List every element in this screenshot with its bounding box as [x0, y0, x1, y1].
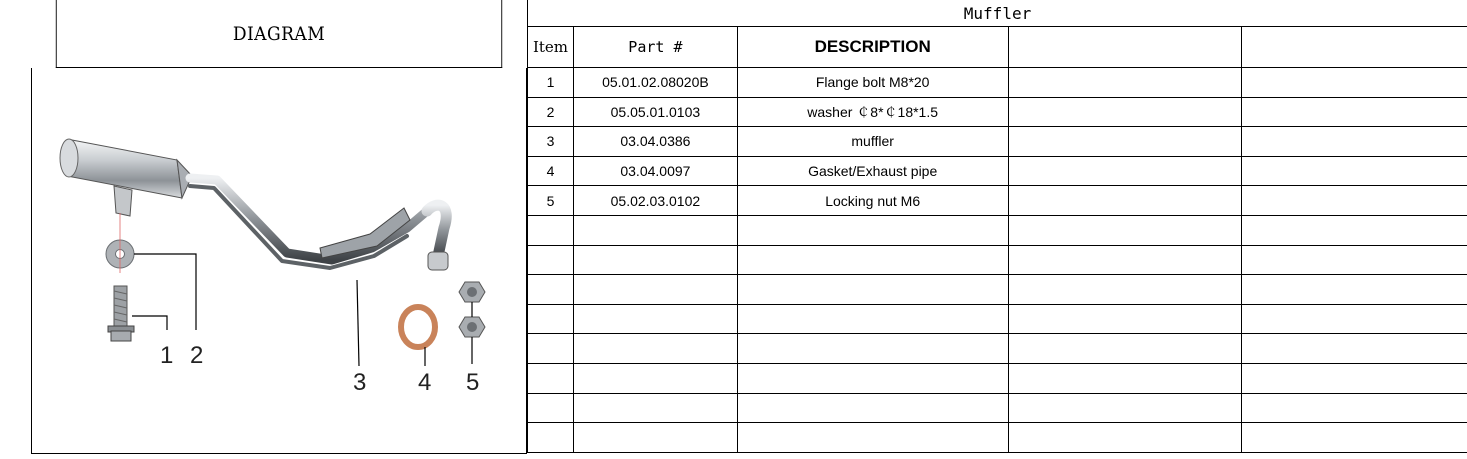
muffler-diagram-illustration: [32, 68, 526, 453]
blank-cell: [737, 393, 1008, 423]
blank-cell: [1241, 363, 1467, 393]
blank-cell: [1008, 304, 1241, 334]
blank-cell: [1008, 363, 1241, 393]
blank-cell: [528, 245, 574, 275]
part-number-cell: 05.02.03.0102: [573, 186, 737, 216]
blank-cell: [1008, 186, 1241, 216]
part-number-cell: 03.04.0386: [573, 127, 737, 157]
blank-cell: [1008, 156, 1241, 186]
flange-bolt-part: [108, 286, 134, 341]
blank-cell: [1241, 393, 1467, 423]
blank-cell: [1241, 245, 1467, 275]
table-title: Muffler: [528, 0, 1467, 27]
blank-cell: [1241, 186, 1467, 216]
blank-cell: [1241, 156, 1467, 186]
column-header-part: Part #: [573, 27, 737, 68]
blank-cell: [573, 363, 737, 393]
empty-table-row: [528, 304, 1467, 334]
blank-cell: [1008, 68, 1241, 98]
empty-table-row: [528, 363, 1467, 393]
description-cell: Flange bolt M8*20: [737, 68, 1008, 98]
column-header-item: Item: [528, 27, 574, 68]
blank-cell: [737, 363, 1008, 393]
blank-cell: [1008, 275, 1241, 305]
empty-table-row: [528, 423, 1467, 453]
callout-2: 2: [190, 342, 204, 369]
item-cell: 4: [528, 156, 574, 186]
table-row: [528, 97, 1467, 127]
empty-table-row: [528, 215, 1467, 245]
blank-cell: [737, 245, 1008, 275]
column-header-blank: [1008, 27, 1241, 68]
table-row: [528, 127, 1467, 157]
blank-cell: [1241, 423, 1467, 453]
table-row: [528, 68, 1467, 98]
blank-cell: [573, 423, 737, 453]
blank-cell: [1008, 97, 1241, 127]
blank-cell: [1241, 127, 1467, 157]
table-row: [528, 186, 1467, 216]
blank-cell: [1008, 215, 1241, 245]
blank-cell: [528, 363, 574, 393]
blank-cell: [1241, 275, 1467, 305]
blank-cell: [1241, 304, 1467, 334]
column-header-description: DESCRIPTION: [737, 27, 1008, 68]
item-cell: 2: [528, 97, 574, 127]
blank-cell: [528, 334, 574, 364]
part-number-cell: 05.05.01.0103: [573, 97, 737, 127]
description-cell: muffler: [737, 127, 1008, 157]
blank-cell: [528, 304, 574, 334]
blank-cell: [1008, 423, 1241, 453]
blank-cell: [737, 215, 1008, 245]
blank-cell: [1008, 245, 1241, 275]
blank-cell: [1241, 97, 1467, 127]
callout-3: 3: [353, 369, 367, 396]
callout-4: 4: [418, 369, 432, 396]
blank-cell: [1241, 215, 1467, 245]
blank-cell: [528, 215, 574, 245]
blank-cell: [1008, 334, 1241, 364]
blank-cell: [737, 334, 1008, 364]
empty-table-row: [528, 334, 1467, 364]
blank-cell: [737, 275, 1008, 305]
blank-cell: [737, 304, 1008, 334]
column-header-blank: [1241, 27, 1467, 68]
blank-cell: [1008, 393, 1241, 423]
blank-cell: [528, 423, 574, 453]
diagram-header: DIAGRAM: [56, 0, 502, 68]
blank-cell: [573, 275, 737, 305]
description-cell: Gasket/Exhaust pipe: [737, 156, 1008, 186]
table-row: [528, 156, 1467, 186]
blank-cell: [528, 275, 574, 305]
item-cell: 5: [528, 186, 574, 216]
blank-cell: [573, 215, 737, 245]
blank-cell: [1241, 334, 1467, 364]
blank-cell: [737, 423, 1008, 453]
blank-cell: [1008, 127, 1241, 157]
blank-cell: [573, 304, 737, 334]
blank-cell: [573, 393, 737, 423]
blank-cell: [1241, 68, 1467, 98]
empty-table-row: [528, 275, 1467, 305]
blank-cell: [573, 245, 737, 275]
blank-cell: [573, 334, 737, 364]
gasket-part: [401, 307, 435, 347]
parts-table: [527, 0, 1467, 453]
item-cell: 1: [528, 68, 574, 98]
description-cell: Locking nut M6: [737, 186, 1008, 216]
part-number-cell: 05.01.02.08020B: [573, 68, 737, 98]
part-number-cell: 03.04.0097: [573, 156, 737, 186]
callout-1: 1: [160, 342, 174, 369]
item-cell: 3: [528, 127, 574, 157]
empty-table-row: [528, 393, 1467, 423]
description-cell: washer ￠8*￠18*1.5: [737, 97, 1008, 127]
exploded-diagram: [31, 68, 527, 454]
callout-5: 5: [466, 369, 480, 396]
empty-table-row: [528, 245, 1467, 275]
blank-cell: [528, 393, 574, 423]
